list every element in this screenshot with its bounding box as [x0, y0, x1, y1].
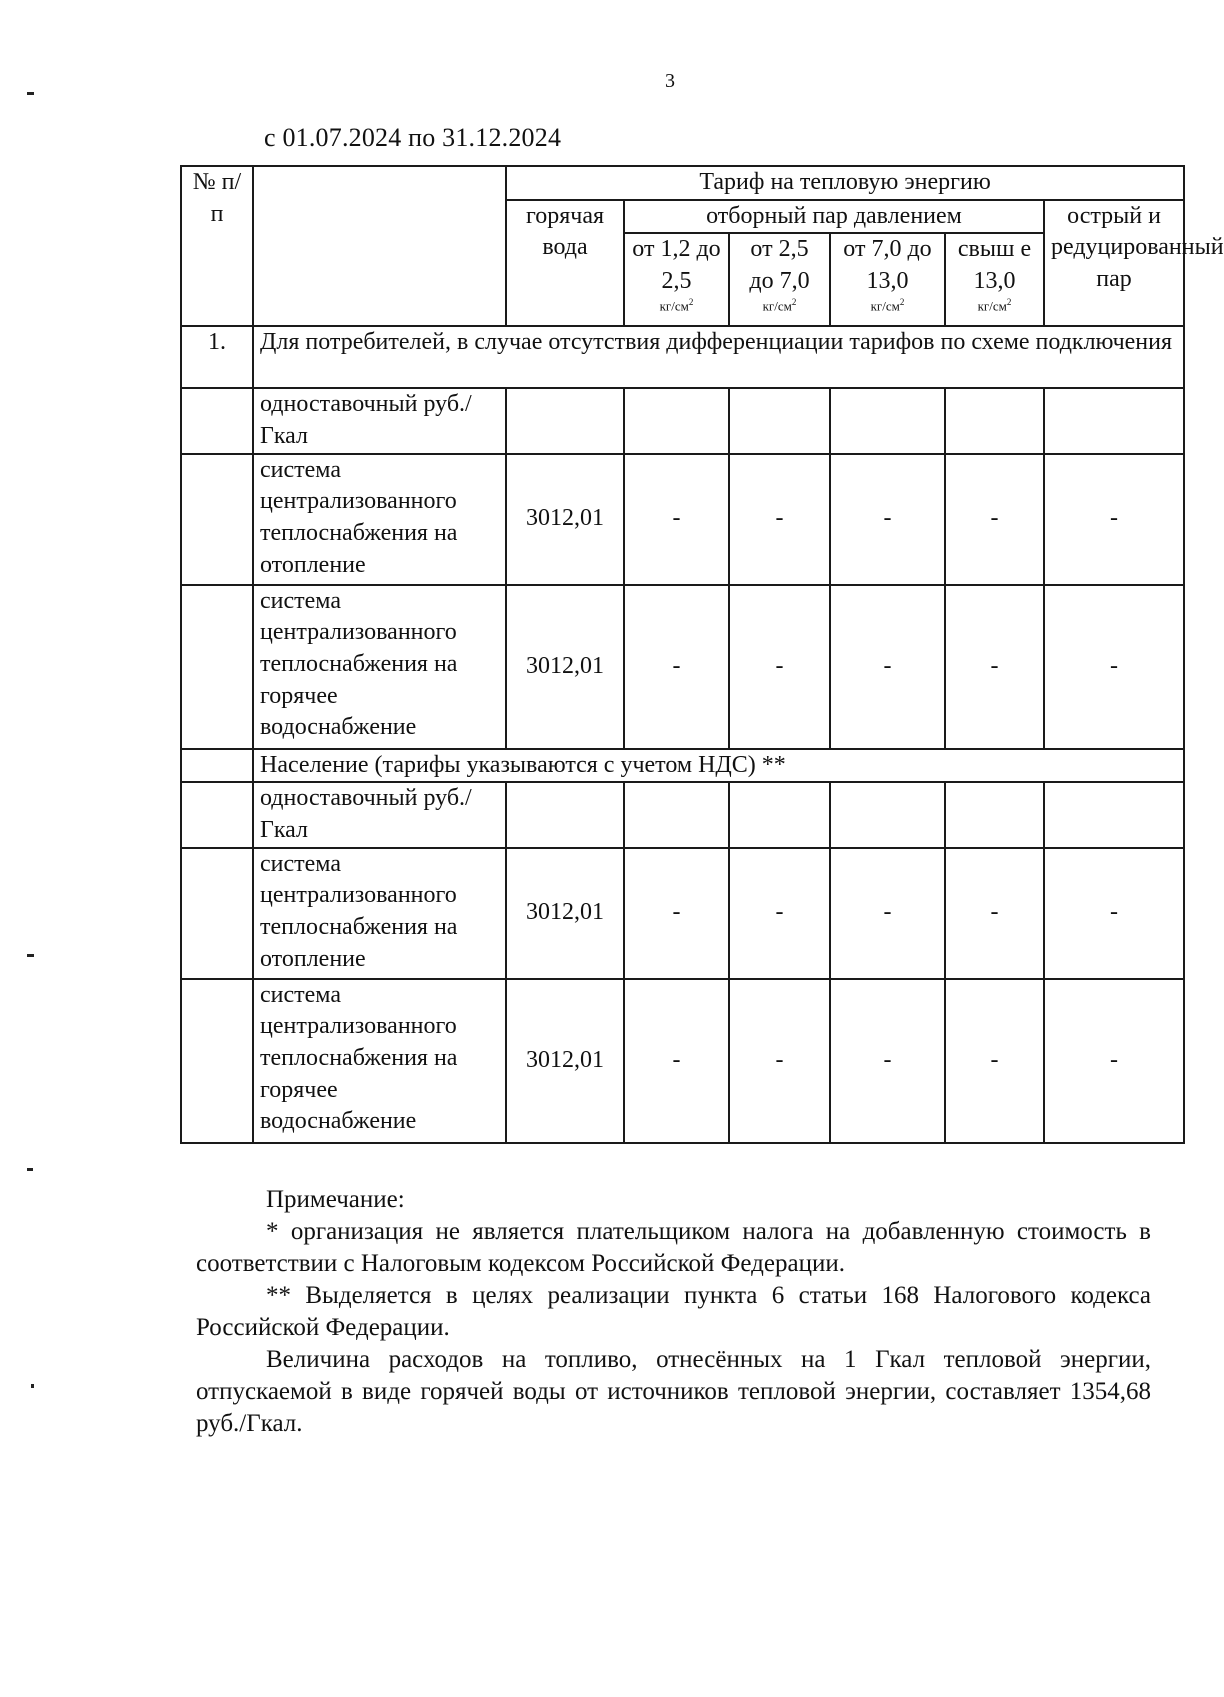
section-number: 1.: [181, 326, 253, 388]
unit-label: $кг/см^2$: [762, 296, 797, 314]
hot-water-header: горячая вода: [506, 200, 624, 327]
dash-cell: -: [945, 848, 1044, 979]
row-label: система централизованного теплоснабжения на горячее водоснабжение: [253, 585, 506, 749]
margin-mark: [31, 1384, 34, 1388]
table-row: [181, 782, 1184, 847]
note-vat: * организация не является плательщиком налога на добавленную стоимость в соответствии с Налоговым кодексом Российской Федерации.: [196, 1218, 1151, 1277]
hot-water-value: 3012,01: [506, 454, 624, 585]
page-number: 3: [665, 70, 675, 92]
steam-col-header: [624, 233, 729, 326]
num-header: № п/п: [181, 166, 253, 326]
tariff-title: Тариф на тепловую энергию: [506, 166, 1184, 200]
row-label: система централизованного теплоснабжения на горячее водоснабжение: [253, 979, 506, 1143]
dash-cell: -: [1044, 585, 1184, 749]
hot-water-value: 3012,01: [506, 979, 624, 1143]
dash-cell: -: [624, 585, 729, 749]
steam-col-header: [830, 233, 945, 326]
table-row: [181, 979, 1184, 1143]
margin-mark: [27, 92, 34, 95]
dash-cell: -: [830, 979, 945, 1143]
note-article: ** Выделяется в целях реализации пункта 6 статьи 168 Налогового кодекса Российской Федерации.: [196, 1282, 1151, 1341]
dash-cell: -: [1044, 454, 1184, 585]
steam-col-header: [945, 233, 1044, 326]
unit-label: $кг/см^2$: [977, 296, 1012, 314]
dash-cell: -: [624, 979, 729, 1143]
steam-range: от 7,0 до 13,0: [843, 236, 932, 295]
tariff-period: с 01.07.2024 по 31.12.2024: [264, 123, 562, 152]
row-label: система централизованного теплоснабжения на отопление: [253, 454, 506, 585]
section-row: [181, 326, 1184, 388]
table-row: [181, 848, 1184, 979]
row-label: система централизованного теплоснабжения на отопление: [253, 848, 506, 979]
header-row: [181, 166, 1184, 200]
dash-cell: -: [945, 454, 1044, 585]
section-title: Для потребителей, в случае отсутствия дифференциации тарифов по схеме подключения: [253, 326, 1184, 388]
dash-cell: -: [830, 585, 945, 749]
dash-cell: -: [729, 979, 830, 1143]
dash-cell: -: [945, 585, 1044, 749]
tariff-table: [180, 165, 1224, 1144]
table-row: [181, 388, 1184, 453]
dash-cell: -: [729, 848, 830, 979]
dash-cell: -: [1044, 979, 1184, 1143]
row-label: одноставочный руб./Гкал: [253, 782, 506, 847]
steam-range: от 2,5 до 7,0: [749, 236, 810, 295]
unit-label: $кг/см^2$: [870, 296, 905, 314]
dash-cell: -: [729, 585, 830, 749]
steam-range: от 1,2 до 2,5: [632, 236, 721, 295]
table-row: [181, 585, 1184, 749]
notes-block: [196, 1184, 1151, 1440]
steam-group-header: отборный пар давлением: [624, 200, 1044, 234]
dash-cell: -: [830, 454, 945, 585]
row-label: одноставочный руб./Гкал: [253, 388, 506, 453]
margin-mark: [27, 1168, 33, 1171]
steam-col-header: [729, 233, 830, 326]
dash-cell: -: [945, 979, 1044, 1143]
notes-title: Примечание:: [266, 1186, 405, 1213]
sharp-steam-header: острый и редуцированный пар: [1044, 200, 1184, 327]
dash-cell: -: [830, 848, 945, 979]
dash-cell: -: [1044, 848, 1184, 979]
dash-cell: -: [624, 454, 729, 585]
section-row: [181, 749, 1184, 783]
dash-cell: -: [729, 454, 830, 585]
fuel-cost-text: Величина расходов на топливо, отнесённых на 1 Гкал тепловой энергии, отпускаемой в виде горячей воды от источников тепловой энергии, составляет 1354,68 руб./Гкал.: [196, 1346, 1151, 1437]
section-title: Население (тарифы указываются с учетом НДС) **: [253, 749, 1184, 783]
table-row: [181, 454, 1184, 585]
hot-water-value: 3012,01: [506, 585, 624, 749]
unit-label: $кг/см^2$: [659, 296, 694, 314]
steam-range: свыш е 13,0: [957, 236, 1032, 295]
dash-cell: -: [624, 848, 729, 979]
name-header: [253, 166, 506, 326]
margin-mark: [27, 954, 34, 957]
hot-water-value: 3012,01: [506, 848, 624, 979]
